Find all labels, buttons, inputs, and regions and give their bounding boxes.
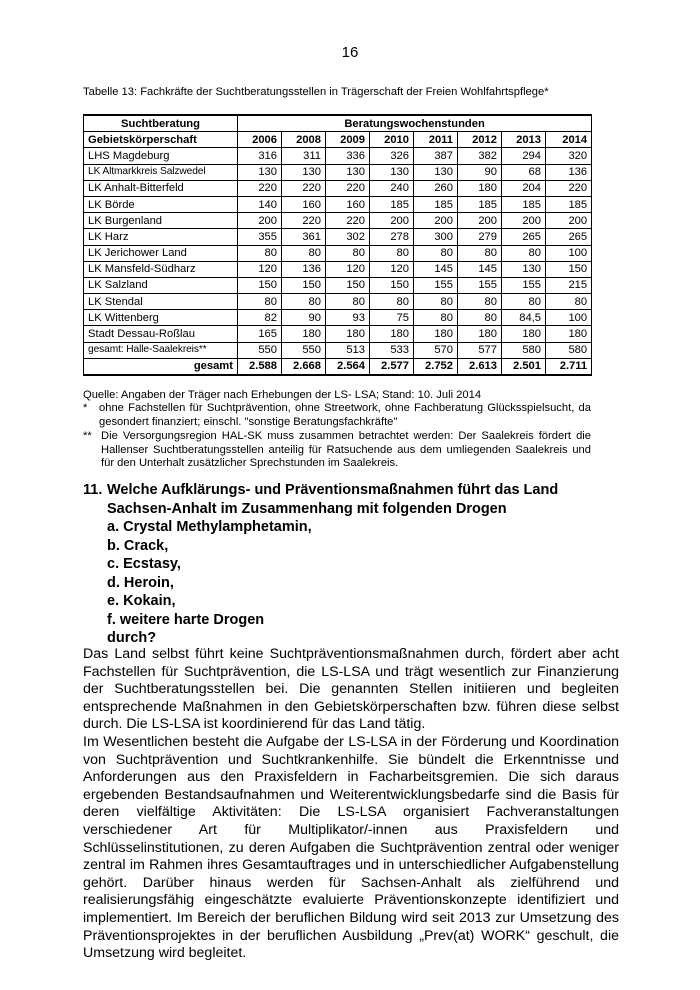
- table-row: [84, 164, 592, 180]
- table-cell: 336: [326, 148, 370, 164]
- page-number: 16: [341, 44, 359, 61]
- table-cell: 200: [502, 213, 546, 229]
- row-label: gesamt: Halle-Saalekreis**: [84, 342, 238, 358]
- table-cell: 220: [326, 213, 370, 229]
- table-cell: 155: [414, 277, 458, 293]
- table-cell: 80: [238, 245, 282, 261]
- table-cell: 80: [414, 245, 458, 261]
- answer-paragraph-1: Das Land selbst führt keine Suchtpräventionsmaßnahmen durch, fördert aber acht Fachstellen für Suchtprävention, die LS-LSA und trägt wesentlich zur Finanzierung der Suchtberatungsstellen bei. Die genannten Stellen initiieren und begleiten entsprechende Maßnahmen in den Gebietskörperschaften bzw. führen diese selbst durch. Die LS-LSA ist koordinierend für das Land tätig.: [83, 646, 619, 733]
- row-label: LHS Magdeburg: [84, 148, 238, 164]
- table-cell: 200: [370, 213, 414, 229]
- header-year: 2006: [238, 132, 282, 148]
- header-year: 2011: [414, 132, 458, 148]
- header-year: 2014: [546, 132, 592, 148]
- table-cell: 200: [238, 213, 282, 229]
- total-cell: 2.711: [546, 358, 592, 375]
- table-cell: 300: [414, 229, 458, 245]
- table-cell: 260: [414, 180, 458, 196]
- table-row: [84, 294, 592, 310]
- table-cell: 180: [458, 180, 502, 196]
- question-suffix: durch?: [107, 630, 157, 646]
- row-label: LK Anhalt-Bitterfeld: [84, 180, 238, 196]
- table-row: [84, 310, 592, 326]
- table-cell: 130: [282, 164, 326, 180]
- question-list: [83, 518, 623, 648]
- row-label: LK Börde: [84, 196, 238, 212]
- table-cell: 120: [238, 261, 282, 277]
- table-cell: 90: [282, 310, 326, 326]
- question-block: [83, 481, 623, 648]
- table-row: [84, 148, 592, 164]
- table-cell: 240: [370, 180, 414, 196]
- table-cell: 320: [546, 148, 592, 164]
- table-cell: 80: [414, 310, 458, 326]
- table-row: [84, 196, 592, 212]
- table-row: [84, 277, 592, 293]
- footnote-mark: **: [83, 430, 92, 442]
- table-cell: 80: [282, 245, 326, 261]
- table-cell: 180: [414, 326, 458, 342]
- table-cell: 311: [282, 148, 326, 164]
- header-row-years: [84, 132, 592, 148]
- header-year: 2013: [502, 132, 546, 148]
- table-cell: 570: [414, 342, 458, 358]
- footnote-text: Die Versorgungsregion HAL-SK muss zusammen betrachtet werden: Der Saalekreis fördert die Hallenser Suchtberatungsstellen anteilig für Ratsuchende aus dem umliegenden Saalekreis und für den Unterhalt zusätzlicher Sprechstunden im Saalekreis.: [101, 430, 591, 470]
- table-cell: 550: [238, 342, 282, 358]
- table-row: [84, 180, 592, 196]
- table-cell: 130: [502, 261, 546, 277]
- table-cell: 294: [502, 148, 546, 164]
- total-cell: 2.752: [414, 358, 458, 375]
- table-cell: 80: [414, 294, 458, 310]
- table-cell: 265: [546, 229, 592, 245]
- row-label: LK Burgenland: [84, 213, 238, 229]
- table-cell: 355: [238, 229, 282, 245]
- table-cell: 80: [458, 294, 502, 310]
- table-cell: 150: [326, 277, 370, 293]
- table-cell: 204: [502, 180, 546, 196]
- table-cell: 185: [458, 196, 502, 212]
- row-label: LK Stendal: [84, 294, 238, 310]
- table-row: [84, 342, 592, 358]
- table-cell: 80: [370, 245, 414, 261]
- table-cell: 145: [414, 261, 458, 277]
- table-cell: 155: [458, 277, 502, 293]
- table-cell: 150: [370, 277, 414, 293]
- staff-hours-table: [83, 114, 592, 376]
- row-label: LK Harz: [84, 229, 238, 245]
- table-cell: 220: [546, 180, 592, 196]
- table-cell: 180: [370, 326, 414, 342]
- table-cell: 130: [326, 164, 370, 180]
- table-row: [84, 245, 592, 261]
- table-row: [84, 229, 592, 245]
- total-label: gesamt: [84, 358, 238, 375]
- table-row: [84, 213, 592, 229]
- footnote-text: ohne Fachstellen für Suchtprävention, ohne Streetwork, ohne Fachberatung Glücksspielsucht, da gesondert finanziert; einschl. "sonstige Beratungsfachkräfte": [99, 402, 591, 428]
- table-cell: 84,5: [502, 310, 546, 326]
- table-cell: 80: [326, 245, 370, 261]
- table-cell: 577: [458, 342, 502, 358]
- table-cell: 361: [282, 229, 326, 245]
- table-cell: 185: [546, 196, 592, 212]
- table-cell: 68: [502, 164, 546, 180]
- table-cell: 278: [370, 229, 414, 245]
- header-year: 2009: [326, 132, 370, 148]
- table-cell: 136: [282, 261, 326, 277]
- row-label: LK Mansfeld-Südharz: [84, 261, 238, 277]
- total-cell: 2.577: [370, 358, 414, 375]
- header-year: 2010: [370, 132, 414, 148]
- table-cell: 80: [326, 294, 370, 310]
- table-cell: 80: [502, 294, 546, 310]
- table-source: Quelle: Angaben der Träger nach Erhebungen der LS- LSA; Stand: 10. Juli 2014: [83, 389, 482, 401]
- row-label: LK Jerichower Land: [84, 245, 238, 261]
- table-cell: 130: [370, 164, 414, 180]
- table-cell: 316: [238, 148, 282, 164]
- question-item: b. Crack,: [107, 537, 169, 554]
- table-cell: 185: [502, 196, 546, 212]
- table-cell: 302: [326, 229, 370, 245]
- table-cell: 220: [326, 180, 370, 196]
- header-group: Beratungswochenstunden: [238, 115, 592, 132]
- table-cell: 120: [370, 261, 414, 277]
- footnote-1: [83, 402, 591, 429]
- footnote-mark: *: [83, 402, 88, 414]
- header-year: 2012: [458, 132, 502, 148]
- table-cell: 326: [370, 148, 414, 164]
- question-item: d. Heroin,: [107, 574, 174, 591]
- table-cell: 387: [414, 148, 458, 164]
- table-cell: 90: [458, 164, 502, 180]
- table-cell: 80: [282, 294, 326, 310]
- table-cell: 180: [458, 326, 502, 342]
- table-cell: 100: [546, 310, 592, 326]
- table-cell: 80: [370, 294, 414, 310]
- question-item: a. Crystal Methylamphetamin,: [107, 519, 312, 535]
- row-label: Stadt Dessau-Roßlau: [84, 326, 238, 342]
- table-caption: Tabelle 13: Fachkräfte der Suchtberatungsstellen in Trägerschaft der Freien Wohlfahrtspflege*: [83, 86, 549, 98]
- table-cell: 220: [282, 213, 326, 229]
- question-item: e. Kokain,: [107, 593, 176, 609]
- table-cell: 100: [546, 245, 592, 261]
- table-cell: 80: [238, 294, 282, 310]
- table-cell: 180: [546, 326, 592, 342]
- table-cell: 160: [326, 196, 370, 212]
- header-row-top: [84, 115, 592, 132]
- header-col1-top: Suchtberatung: [84, 115, 238, 132]
- table-row: [84, 261, 592, 277]
- table-cell: 140: [238, 196, 282, 212]
- table-cell: 185: [370, 196, 414, 212]
- header-year: 2008: [282, 132, 326, 148]
- table-cell: 533: [370, 342, 414, 358]
- table-cell: 220: [282, 180, 326, 196]
- table-cell: 82: [238, 310, 282, 326]
- table-cell: 180: [502, 326, 546, 342]
- table-cell: 200: [546, 213, 592, 229]
- question-text: Welche Aufklärungs- und Präventionsmaßnahmen führt das Land Sachsen-Anhalt im Zusammenhang mit folgenden Drogen: [107, 482, 559, 517]
- question-number: 11.: [83, 482, 103, 498]
- header-col1-bottom: Gebietskörperschaft: [84, 132, 238, 148]
- table-cell: 265: [502, 229, 546, 245]
- table-cell: 200: [414, 213, 458, 229]
- table-cell: 150: [238, 277, 282, 293]
- table-cell: 580: [502, 342, 546, 358]
- total-cell: 2.613: [458, 358, 502, 375]
- table-cell: 80: [458, 310, 502, 326]
- table-cell: 200: [458, 213, 502, 229]
- table-cell: 220: [238, 180, 282, 196]
- table-cell: 93: [326, 310, 370, 326]
- total-cell: 2.668: [282, 358, 326, 375]
- table-cell: 382: [458, 148, 502, 164]
- table-cell: 180: [282, 326, 326, 342]
- table-cell: 145: [458, 261, 502, 277]
- table-cell: 130: [238, 164, 282, 180]
- table-cell: 150: [282, 277, 326, 293]
- total-cell: 2.564: [326, 358, 370, 375]
- total-cell: 2.501: [502, 358, 546, 375]
- table-cell: 136: [546, 164, 592, 180]
- table-cell: 160: [282, 196, 326, 212]
- table-row: [84, 326, 592, 342]
- question-item: f. weitere harte Drogen: [107, 611, 265, 628]
- row-label: LK Salzland: [84, 277, 238, 293]
- table-cell: 130: [414, 164, 458, 180]
- table-cell: 279: [458, 229, 502, 245]
- table-cell: 215: [546, 277, 592, 293]
- question-item: c. Ecstasy,: [107, 556, 181, 572]
- answer-paragraph-2: Im Wesentlichen besteht die Aufgabe der LS-LSA in der Förderung und Koordination von Suchtprävention und Suchtkrankenhilfe. Sie bündelt die Erkenntnisse und Anforderungen aus den Praxisfeldern in Facharbeitsgremien. Die sich daraus ergebenden Bestandsaufnahmen und Weiterentwicklungsbedarfe sind die Basis für deren vielfältige Aktivitäten: Die LS-LSA organisiert Fachveranstaltungen verschiedener Art für Multiplikator/-innen aus Praxisfeldern und Schlüsselinstitutionen, zu deren Aufgaben die Suchtprävention zentral oder weniger zentral im Rahmen ihres Gesamtauftrages und in unterschiedlicher Aufgabenstellung gehört. Darüber hinaus werden für Sachsen-Anhalt als zielführend und realisierungsfähig eingeschätzte evaluierte Präventionskonzepte identifiziert und implementiert. Im Bereich der beruflichen Bildung wird seit 2013 zur Umsetzung des Präventionsprojektes in der beruflichen Ausbildung „Prev(at) WORK“ geschult, die Umsetzung wird begleitet.: [83, 733, 619, 962]
- table-cell: 120: [326, 261, 370, 277]
- row-label: LK Wittenberg: [84, 310, 238, 326]
- table-cell: 80: [502, 245, 546, 261]
- total-row: [84, 358, 592, 375]
- table-cell: 180: [326, 326, 370, 342]
- answer-block: [83, 646, 619, 963]
- table-cell: 150: [546, 261, 592, 277]
- table-cell: 165: [238, 326, 282, 342]
- table-cell: 550: [282, 342, 326, 358]
- footnote-2: [83, 430, 591, 471]
- table-cell: 513: [326, 342, 370, 358]
- table-cell: 185: [414, 196, 458, 212]
- table-cell: 580: [546, 342, 592, 358]
- total-cell: 2.588: [238, 358, 282, 375]
- row-label: LK Altmarkkreis Salzwedel: [84, 164, 238, 180]
- table-cell: 75: [370, 310, 414, 326]
- table-cell: 80: [546, 294, 592, 310]
- table-cell: 80: [458, 245, 502, 261]
- table-cell: 155: [502, 277, 546, 293]
